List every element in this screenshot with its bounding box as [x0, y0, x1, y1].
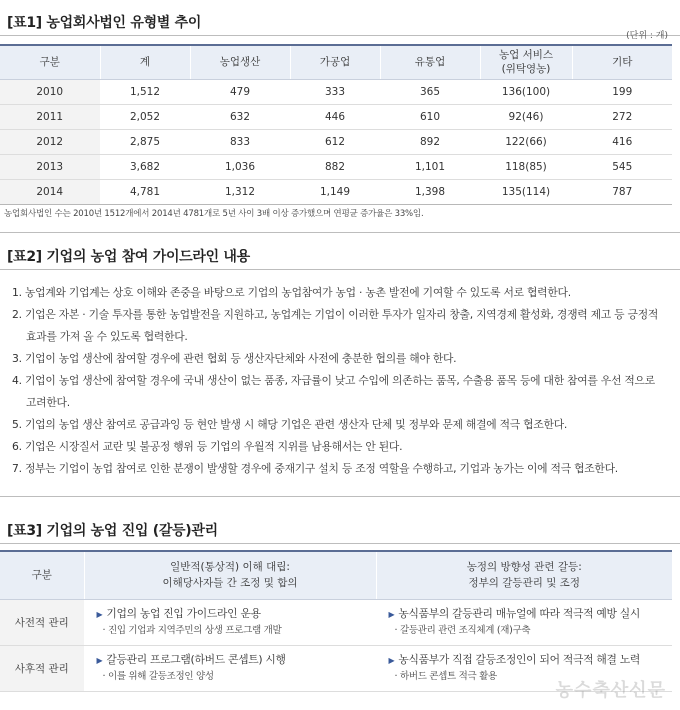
list-item: 1. 농업계와 기업계는 상호 이해와 존중을 바탕으로 기업의 농업참여가 농업 · 농촌 발전에 기여할 수 있도록 서로 협력한다. [12, 286, 571, 299]
table-cell: 479 [190, 79, 290, 104]
bullet-main [97, 605, 376, 623]
watermark: 농수축산신문 [555, 680, 666, 701]
table1-header: 농업생산 [190, 45, 290, 79]
table1-header: 기타 [572, 45, 672, 79]
table-cell: 4,781 [100, 179, 190, 204]
bullet-text: 기업의 농업 진입 가이드라인 운용 [106, 607, 261, 620]
title-rule [0, 543, 680, 544]
bullet-sub: · 갈등관리 관련 조직체계 (재)구축 [394, 625, 531, 636]
bullet-sub: · 이를 위해 갈등조정인 양성 [102, 671, 214, 682]
table-cell: 833 [190, 129, 290, 154]
table-cell: 2011 [0, 104, 100, 129]
bullet-main [389, 605, 673, 623]
table-cell: 1,512 [100, 79, 190, 104]
row-label: 사후적 관리 [0, 645, 84, 691]
table-row [0, 179, 672, 204]
table3-title-bar [0, 514, 680, 544]
table1-title: [표1] 농업회사법인 유형별 추이 [7, 15, 202, 31]
table-cell: 365 [380, 79, 480, 104]
table1-unit: (단위 : 개) [626, 31, 668, 41]
arrow-right-icon: ▶ [96, 610, 103, 619]
table1-header: 유통업 [380, 45, 480, 79]
list-item: 4. 기업이 농업 생산에 참여할 경우에 국내 생산이 없는 품종, 자급률이 낮고 수입에 의존하는 품목, 수출용 품목 등에 대한 참여를 우선 적으로 고려한다. [12, 374, 655, 409]
table-cell: 3,682 [100, 154, 190, 179]
table2-title: [표2] 기업의 농업 참여 가이드라인 내용 [7, 249, 250, 265]
table-cell: 118(85) [480, 154, 572, 179]
header-line: 이해당사자들 간 조정 및 합의 [162, 577, 298, 590]
header-line: 정부의 갈등관리 및 조정 [468, 577, 580, 590]
table-cell: 1,312 [190, 179, 290, 204]
list-item: 3. 기업이 농업 생산에 참여할 경우에 관련 협회 등 생산자단체와 사전에 충분한 협의를 해야 한다. [12, 352, 457, 365]
header-line: (위탁영농) [501, 63, 551, 76]
header-line: 농업 서비스 [498, 49, 554, 62]
table1-title-bar [0, 6, 680, 36]
guideline-list [12, 282, 667, 480]
table-row [0, 79, 672, 104]
table-cell: 2,052 [100, 104, 190, 129]
table-row [0, 599, 672, 645]
table3-title: [표3] 기업의 농업 진입 (갈등)관리 [7, 523, 218, 539]
table-cell: 632 [190, 104, 290, 129]
bullet-sub: · 진입 기업과 지역주민의 상생 프로그램 개발 [102, 625, 282, 636]
table3-header [376, 551, 672, 599]
arrow-right-icon: ▶ [388, 656, 395, 665]
list-item: 2. 기업은 자본 · 기술 투자를 통한 농업발전을 지원하고, 농업계는 기업이 이러한 투자가 일자리 창출, 지역경제 활성화, 경쟁력 제고 등 긍정적 효과를 가져 올 수 있도록 협력한다. [12, 308, 659, 343]
table-cell: 333 [290, 79, 380, 104]
bullet-main [389, 651, 673, 669]
section-divider [0, 496, 680, 497]
title-rule [0, 269, 680, 270]
list-item: 5. 기업의 농업 생산 참여로 공급과잉 등 현안 발생 시 해당 기업은 관련 생산자 단체 및 정부와 문제 해결에 적극 협조한다. [12, 418, 568, 431]
table-row [0, 154, 672, 179]
table-cell: 882 [290, 154, 380, 179]
table-cell: 272 [572, 104, 672, 129]
table-cell: 545 [572, 154, 672, 179]
table-cell: 612 [290, 129, 380, 154]
table-cell: 892 [380, 129, 480, 154]
table-row [0, 104, 672, 129]
table1-note: 농업회사법인 수는 2010년 1512개에서 2014년 4781개로 5년 사이 3배 이상 증가했으며 연평균 증가율은 33%임. [4, 209, 424, 219]
header-line: 일반적(통상적) 이해 대립: [170, 561, 290, 574]
table3 [0, 550, 672, 692]
bullet-main [97, 651, 376, 669]
table-cell: 1,036 [190, 154, 290, 179]
table-cell [376, 599, 672, 645]
section-divider [0, 232, 680, 233]
table-cell: 610 [380, 104, 480, 129]
table-cell [84, 645, 376, 691]
table1-header-row [0, 45, 672, 79]
table1-header [480, 45, 572, 79]
table-cell: 135(114) [480, 179, 572, 204]
table-cell: 446 [290, 104, 380, 129]
table1 [0, 44, 672, 205]
table-cell: 2013 [0, 154, 100, 179]
title-rule [0, 35, 680, 36]
table-cell: 92(46) [480, 104, 572, 129]
table-cell: 1,398 [380, 179, 480, 204]
table2-title-bar [0, 240, 680, 270]
list-item: 7. 정부는 기업이 농업 참여로 인한 분쟁이 발생할 경우에 중재기구 설치 등 조정 역할을 수행하고, 기업과 농가는 이에 적극 협조한다. [12, 462, 618, 475]
table-cell: 122(66) [480, 129, 572, 154]
table-cell: 787 [572, 179, 672, 204]
table-cell: 2,875 [100, 129, 190, 154]
bullet-text: 농식품부의 갈등관리 매뉴얼에 따라 적극적 예방 실시 [398, 607, 641, 620]
table-row [0, 129, 672, 154]
table-cell: 2010 [0, 79, 100, 104]
table-cell: 199 [572, 79, 672, 104]
table3-header: 구분 [0, 551, 84, 599]
table1-header: 계 [100, 45, 190, 79]
table-cell: 2012 [0, 129, 100, 154]
table3-header-row [0, 551, 672, 599]
table-cell: 1,149 [290, 179, 380, 204]
arrow-right-icon: ▶ [388, 610, 395, 619]
list-item: 6. 기업은 시장질서 교란 및 불공정 행위 등 기업의 우월적 지위를 남용해서는 안 된다. [12, 440, 403, 453]
bullet-sub: · 하버드 콘셉트 적극 활용 [394, 671, 497, 682]
header-line: 농정의 방향성 관련 갈등: [466, 561, 582, 574]
table3-header [84, 551, 376, 599]
table-cell: 136(100) [480, 79, 572, 104]
table-cell [84, 599, 376, 645]
table1-header: 구분 [0, 45, 100, 79]
row-label: 사전적 관리 [0, 599, 84, 645]
bullet-text: 농식품부가 직접 갈등조정인이 되어 적극적 해결 노력 [398, 653, 641, 666]
table1-header: 가공업 [290, 45, 380, 79]
arrow-right-icon: ▶ [96, 656, 103, 665]
table-cell: 2014 [0, 179, 100, 204]
table-cell: 416 [572, 129, 672, 154]
table-cell: 1,101 [380, 154, 480, 179]
bullet-text: 갈등관리 프로그램(하버드 콘셉트) 시행 [106, 653, 286, 666]
